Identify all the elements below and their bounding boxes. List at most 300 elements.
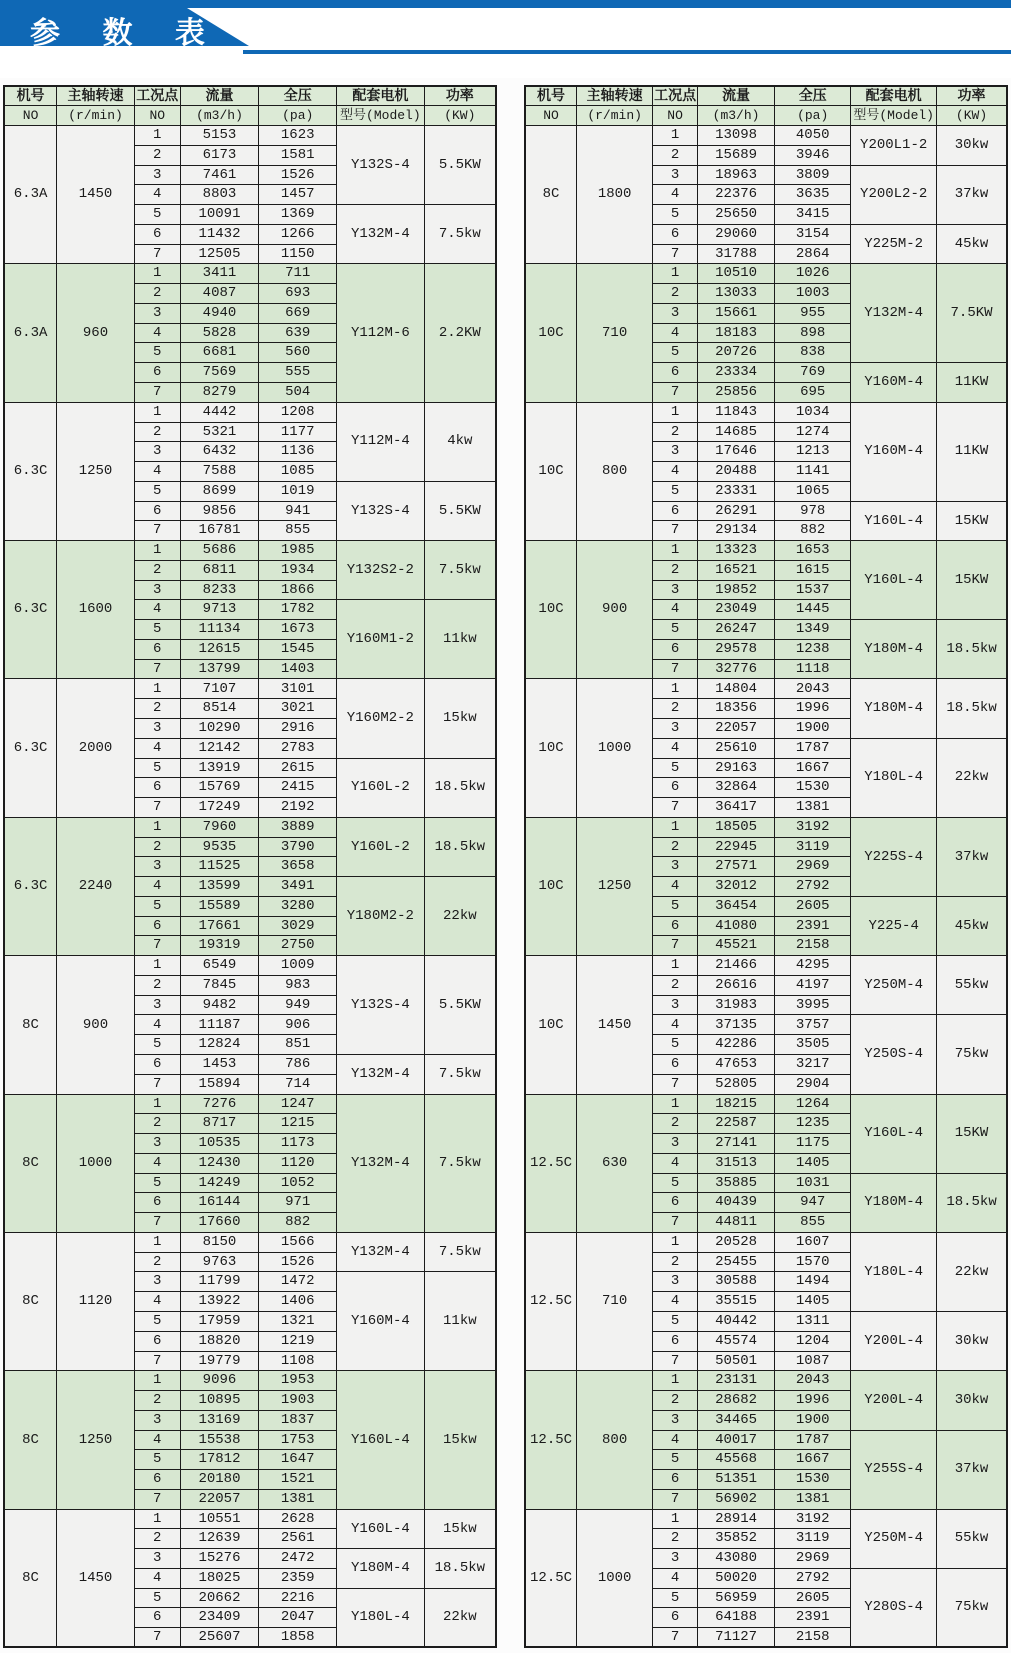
point-no-cell: 4	[653, 738, 698, 758]
parameter-table-left	[3, 85, 497, 1648]
motor-model-cell: Y132M-4	[851, 264, 937, 363]
table-row	[525, 126, 1007, 146]
point-no-cell: 4	[653, 1568, 698, 1588]
pressure-cell: 2783	[259, 738, 337, 758]
column-header: 全压	[259, 86, 337, 106]
pressure-cell: 978	[775, 501, 851, 521]
pressure-cell: 1173	[259, 1134, 337, 1154]
motor-power-cell: 5.5KW	[424, 956, 496, 1055]
flow-cell: 34465	[698, 1410, 775, 1430]
column-header: 配套电机	[337, 86, 425, 106]
flow-cell: 40017	[698, 1430, 775, 1450]
motor-model-cell: Y180M-4	[337, 1549, 425, 1589]
motor-model-cell: Y160M-4	[851, 363, 937, 403]
flow-cell: 18963	[698, 165, 775, 185]
point-no-cell: 2	[653, 1391, 698, 1411]
point-no-cell: 7	[653, 1628, 698, 1648]
pressure-cell: 2969	[775, 857, 851, 877]
pressure-cell: 1653	[775, 541, 851, 561]
pressure-cell: 1545	[259, 639, 337, 659]
flow-cell: 15661	[698, 303, 775, 323]
point-no-cell: 2	[653, 560, 698, 580]
pressure-cell: 1494	[775, 1272, 851, 1292]
motor-power-cell: 15KW	[937, 1094, 1007, 1173]
flow-cell: 21466	[698, 956, 775, 976]
pressure-cell: 711	[259, 264, 337, 284]
point-no-cell: 7	[134, 1489, 180, 1509]
pressure-cell: 3635	[775, 185, 851, 205]
banner-underline	[243, 50, 1011, 54]
motor-power-cell: 18.5kw	[937, 679, 1007, 738]
flow-cell: 18820	[180, 1331, 259, 1351]
motor-model-cell: Y255S-4	[851, 1430, 937, 1509]
point-no-cell: 6	[653, 1055, 698, 1075]
table-row	[4, 1232, 496, 1252]
motor-power-cell: 11kw	[424, 600, 496, 679]
machine-no-cell: 10C	[525, 817, 577, 955]
speed-cell: 1250	[577, 817, 653, 955]
flow-cell: 56959	[698, 1588, 775, 1608]
pressure-cell: 1177	[259, 422, 337, 442]
point-no-cell: 7	[134, 1351, 180, 1371]
pressure-cell: 1837	[259, 1410, 337, 1430]
flow-cell: 19319	[180, 936, 259, 956]
speed-cell: 710	[577, 1232, 653, 1370]
point-no-cell: 5	[653, 758, 698, 778]
pressure-cell: 1647	[259, 1450, 337, 1470]
flow-cell: 10290	[180, 719, 259, 739]
point-no-cell: 6	[653, 1470, 698, 1490]
pressure-cell: 1208	[259, 402, 337, 422]
motor-power-cell: 75kw	[937, 1568, 1007, 1647]
flow-cell: 22057	[698, 719, 775, 739]
motor-power-cell: 22kw	[937, 738, 1007, 817]
motor-power-cell: 11kw	[424, 1272, 496, 1371]
flow-cell: 36454	[698, 896, 775, 916]
point-no-cell: 6	[134, 1055, 180, 1075]
flow-cell: 44811	[698, 1213, 775, 1233]
motor-power-cell: 55kw	[937, 1509, 1007, 1568]
point-no-cell: 7	[134, 798, 180, 818]
pressure-cell: 947	[775, 1193, 851, 1213]
pressure-cell: 2605	[775, 1588, 851, 1608]
flow-cell: 6549	[180, 956, 259, 976]
point-no-cell: 3	[134, 165, 180, 185]
point-no-cell: 6	[134, 1193, 180, 1213]
flow-cell: 15894	[180, 1074, 259, 1094]
flow-cell: 4940	[180, 303, 259, 323]
pressure-cell: 1673	[259, 620, 337, 640]
point-no-cell: 4	[653, 185, 698, 205]
machine-no-cell: 8C	[4, 1232, 57, 1370]
flow-cell: 15689	[698, 145, 775, 165]
machine-no-cell: 10C	[525, 679, 577, 817]
speed-cell: 900	[57, 956, 135, 1094]
point-no-cell: 3	[653, 165, 698, 185]
pressure-cell: 1349	[775, 620, 851, 640]
point-no-cell: 5	[653, 1035, 698, 1055]
point-no-cell: 7	[134, 244, 180, 264]
point-no-cell: 6	[653, 363, 698, 383]
pressure-cell: 1953	[259, 1371, 337, 1391]
flow-cell: 25856	[698, 382, 775, 402]
flow-cell: 26616	[698, 975, 775, 995]
flow-cell: 22587	[698, 1114, 775, 1134]
column-header: 配套电机	[851, 86, 937, 106]
column-subheader: 型号(Model)	[337, 106, 425, 126]
motor-power-cell: 5.5KW	[424, 126, 496, 205]
pressure-cell: 2864	[775, 244, 851, 264]
point-no-cell: 7	[653, 659, 698, 679]
speed-cell: 1000	[577, 679, 653, 817]
point-no-cell: 7	[134, 1074, 180, 1094]
motor-model-cell: Y200L-4	[851, 1371, 937, 1430]
pressure-cell: 3757	[775, 1015, 851, 1035]
point-no-cell: 3	[134, 857, 180, 877]
pressure-cell: 3505	[775, 1035, 851, 1055]
motor-model-cell: Y180M-4	[851, 620, 937, 679]
pressure-cell: 1264	[775, 1094, 851, 1114]
column-subheader: NO	[134, 106, 180, 126]
motor-model-cell: Y180L-4	[337, 1588, 425, 1647]
table-row	[4, 1094, 496, 1114]
pressure-cell: 2561	[259, 1529, 337, 1549]
table-row	[525, 402, 1007, 422]
point-no-cell: 1	[134, 264, 180, 284]
parameter-sheet	[0, 78, 1011, 1653]
motor-model-cell: Y180M-4	[851, 679, 937, 738]
column-subheader: NO	[4, 106, 57, 126]
motor-model-cell: Y225M-2	[851, 224, 937, 264]
column-subheader: (r/min)	[577, 106, 653, 126]
flow-cell: 8514	[180, 699, 259, 719]
column-subheader: 型号(Model)	[851, 106, 937, 126]
point-no-cell: 1	[134, 1509, 180, 1529]
point-no-cell: 5	[134, 896, 180, 916]
machine-no-cell: 6.3C	[4, 541, 57, 679]
point-no-cell: 5	[134, 1588, 180, 1608]
point-no-cell: 1	[134, 679, 180, 699]
flow-cell: 7588	[180, 462, 259, 482]
flow-cell: 50020	[698, 1568, 775, 1588]
flow-cell: 10091	[180, 205, 259, 225]
pressure-cell: 1472	[259, 1272, 337, 1292]
flow-cell: 51351	[698, 1470, 775, 1490]
motor-model-cell: Y160L-4	[851, 501, 937, 541]
column-subheader: (m3/h)	[180, 106, 259, 126]
point-no-cell: 7	[653, 1351, 698, 1371]
flow-cell: 13033	[698, 284, 775, 304]
table-row	[4, 126, 496, 146]
point-no-cell: 6	[134, 1470, 180, 1490]
flow-cell: 6811	[180, 560, 259, 580]
header-row-units	[4, 106, 496, 126]
motor-power-cell: 37kw	[937, 165, 1007, 224]
column-header: 主轴转速	[57, 86, 135, 106]
machine-no-cell: 10C	[525, 541, 577, 679]
speed-cell: 1450	[57, 126, 135, 264]
pressure-cell: 1031	[775, 1173, 851, 1193]
pressure-cell: 906	[259, 1015, 337, 1035]
point-no-cell: 5	[653, 896, 698, 916]
speed-cell: 630	[577, 1094, 653, 1232]
pressure-cell: 1753	[259, 1430, 337, 1450]
motor-model-cell: Y160L-4	[337, 1509, 425, 1549]
pressure-cell: 838	[775, 343, 851, 363]
point-no-cell: 4	[134, 1292, 180, 1312]
point-no-cell: 7	[134, 382, 180, 402]
flow-cell: 11134	[180, 620, 259, 640]
pressure-cell: 1019	[259, 481, 337, 501]
flow-cell: 16781	[180, 521, 259, 541]
flow-cell: 10895	[180, 1391, 259, 1411]
point-no-cell: 2	[653, 145, 698, 165]
pressure-cell: 769	[775, 363, 851, 383]
flow-cell: 13098	[698, 126, 775, 146]
flow-cell: 17661	[180, 916, 259, 936]
pressure-cell: 714	[259, 1074, 337, 1094]
point-no-cell: 1	[134, 541, 180, 561]
pressure-cell: 1405	[775, 1153, 851, 1173]
pressure-cell: 1381	[775, 1489, 851, 1509]
point-no-cell: 5	[653, 1173, 698, 1193]
pressure-cell: 1570	[775, 1252, 851, 1272]
pressure-cell: 2415	[259, 778, 337, 798]
flow-cell: 12142	[180, 738, 259, 758]
pressure-cell: 3889	[259, 817, 337, 837]
pressure-cell: 3491	[259, 877, 337, 897]
motor-model-cell: Y225-4	[851, 896, 937, 955]
flow-cell: 8279	[180, 382, 259, 402]
pressure-cell: 1866	[259, 580, 337, 600]
motor-power-cell: 7.5kw	[424, 1232, 496, 1272]
point-no-cell: 3	[653, 995, 698, 1015]
motor-model-cell: Y132M-4	[337, 1055, 425, 1095]
point-no-cell: 2	[653, 1529, 698, 1549]
point-no-cell: 4	[134, 323, 180, 343]
point-no-cell: 5	[134, 620, 180, 640]
motor-power-cell: 2.2KW	[424, 264, 496, 402]
flow-cell: 3411	[180, 264, 259, 284]
table-row	[4, 402, 496, 422]
pressure-cell: 3946	[775, 145, 851, 165]
pressure-cell: 1266	[259, 224, 337, 244]
pressure-cell: 1858	[259, 1628, 337, 1648]
point-no-cell: 1	[653, 1371, 698, 1391]
flow-cell: 27571	[698, 857, 775, 877]
flow-cell: 56902	[698, 1489, 775, 1509]
motor-model-cell: Y132S-4	[337, 956, 425, 1055]
flow-cell: 13169	[180, 1410, 259, 1430]
pressure-cell: 1120	[259, 1153, 337, 1173]
pressure-cell: 693	[259, 284, 337, 304]
speed-cell: 800	[577, 402, 653, 540]
point-no-cell: 2	[134, 284, 180, 304]
point-no-cell: 3	[653, 857, 698, 877]
flow-cell: 26247	[698, 620, 775, 640]
table-row	[4, 956, 496, 976]
flow-cell: 15276	[180, 1549, 259, 1569]
page-title: 参 数 表	[30, 16, 221, 51]
point-no-cell: 4	[134, 185, 180, 205]
speed-cell: 1000	[57, 1094, 135, 1232]
speed-cell: 1120	[57, 1232, 135, 1370]
flow-cell: 35515	[698, 1292, 775, 1312]
flow-cell: 29163	[698, 758, 775, 778]
speed-cell: 2240	[57, 817, 135, 955]
flow-cell: 31513	[698, 1153, 775, 1173]
pressure-cell: 1034	[775, 402, 851, 422]
flow-cell: 23331	[698, 481, 775, 501]
flow-cell: 5153	[180, 126, 259, 146]
pressure-cell: 1108	[259, 1351, 337, 1371]
point-no-cell: 6	[134, 1331, 180, 1351]
pressure-cell: 4050	[775, 126, 851, 146]
motor-model-cell: Y180M2-2	[337, 877, 425, 956]
point-no-cell: 6	[653, 778, 698, 798]
motor-model-cell: Y112M-6	[337, 264, 425, 402]
pressure-cell: 1581	[259, 145, 337, 165]
flow-cell: 14249	[180, 1173, 259, 1193]
pressure-cell: 3415	[775, 205, 851, 225]
point-no-cell: 2	[134, 1391, 180, 1411]
pressure-cell: 2605	[775, 896, 851, 916]
flow-cell: 47653	[698, 1055, 775, 1075]
header-row-labels	[525, 86, 1007, 106]
motor-model-cell: Y160M2-2	[337, 679, 425, 758]
point-no-cell: 5	[134, 481, 180, 501]
pressure-cell: 1607	[775, 1232, 851, 1252]
pressure-cell: 2615	[259, 758, 337, 778]
motor-power-cell: 22kw	[937, 1232, 1007, 1311]
point-no-cell: 4	[134, 1430, 180, 1450]
flow-cell: 52805	[698, 1074, 775, 1094]
point-no-cell: 3	[134, 1549, 180, 1569]
flow-cell: 9535	[180, 837, 259, 857]
column-subheader: (KW)	[937, 106, 1007, 126]
machine-no-cell: 6.3C	[4, 817, 57, 955]
point-no-cell: 4	[134, 1568, 180, 1588]
machine-no-cell: 12.5C	[525, 1371, 577, 1509]
point-no-cell: 3	[134, 719, 180, 739]
pressure-cell: 882	[775, 521, 851, 541]
motor-model-cell: Y200L-4	[851, 1311, 937, 1370]
point-no-cell: 6	[653, 501, 698, 521]
pressure-cell: 1403	[259, 659, 337, 679]
column-header: 流量	[698, 86, 775, 106]
machine-no-cell: 8C	[525, 126, 577, 264]
pressure-cell: 1667	[775, 758, 851, 778]
flow-cell: 12615	[180, 639, 259, 659]
flow-cell: 18215	[698, 1094, 775, 1114]
flow-cell: 25650	[698, 205, 775, 225]
table-row	[525, 1094, 1007, 1114]
point-no-cell: 2	[134, 837, 180, 857]
flow-cell: 25610	[698, 738, 775, 758]
pressure-cell: 1934	[259, 560, 337, 580]
pressure-cell: 2158	[775, 936, 851, 956]
point-no-cell: 5	[134, 1311, 180, 1331]
motor-power-cell: 37kw	[937, 817, 1007, 896]
motor-power-cell: 37kw	[937, 1430, 1007, 1509]
speed-cell: 1450	[57, 1509, 135, 1647]
flow-cell: 6173	[180, 145, 259, 165]
pressure-cell: 3658	[259, 857, 337, 877]
point-no-cell: 5	[134, 205, 180, 225]
motor-model-cell: Y132S-4	[337, 481, 425, 540]
pressure-cell: 1026	[775, 264, 851, 284]
pressure-cell: 504	[259, 382, 337, 402]
point-no-cell: 4	[134, 738, 180, 758]
pressure-cell: 1667	[775, 1450, 851, 1470]
flow-cell: 12824	[180, 1035, 259, 1055]
motor-power-cell: 5.5KW	[424, 481, 496, 540]
machine-no-cell: 12.5C	[525, 1094, 577, 1232]
flow-cell: 43080	[698, 1549, 775, 1569]
flow-cell: 25607	[180, 1628, 259, 1648]
flow-cell: 13799	[180, 659, 259, 679]
point-no-cell: 6	[134, 224, 180, 244]
pressure-cell: 2472	[259, 1549, 337, 1569]
motor-model-cell: Y180L-4	[851, 1232, 937, 1311]
pressure-cell: 1311	[775, 1311, 851, 1331]
flow-cell: 8699	[180, 481, 259, 501]
speed-cell: 960	[57, 264, 135, 402]
motor-power-cell: 7.5KW	[937, 264, 1007, 363]
point-no-cell: 1	[134, 1232, 180, 1252]
flow-cell: 7461	[180, 165, 259, 185]
pressure-cell: 2043	[775, 1371, 851, 1391]
pressure-cell: 669	[259, 303, 337, 323]
pressure-cell: 1530	[775, 778, 851, 798]
flow-cell: 19852	[698, 580, 775, 600]
point-no-cell: 2	[134, 975, 180, 995]
flow-cell: 31983	[698, 995, 775, 1015]
flow-cell: 40442	[698, 1311, 775, 1331]
point-no-cell: 1	[653, 1232, 698, 1252]
pressure-cell: 882	[259, 1213, 337, 1233]
point-no-cell: 4	[653, 323, 698, 343]
pressure-cell: 1566	[259, 1232, 337, 1252]
pressure-cell: 971	[259, 1193, 337, 1213]
point-no-cell: 3	[653, 719, 698, 739]
flow-cell: 25455	[698, 1252, 775, 1272]
flow-cell: 7276	[180, 1094, 259, 1114]
motor-model-cell: Y225S-4	[851, 817, 937, 896]
flow-cell: 36417	[698, 798, 775, 818]
flow-cell: 29060	[698, 224, 775, 244]
point-no-cell: 2	[134, 699, 180, 719]
point-no-cell: 3	[653, 1134, 698, 1154]
flow-cell: 8803	[180, 185, 259, 205]
flow-cell: 15538	[180, 1430, 259, 1450]
flow-cell: 17646	[698, 442, 775, 462]
flow-cell: 41080	[698, 916, 775, 936]
flow-cell: 20488	[698, 462, 775, 482]
flow-cell: 32776	[698, 659, 775, 679]
flow-cell: 28682	[698, 1391, 775, 1411]
column-subheader: NO	[653, 106, 698, 126]
flow-cell: 45574	[698, 1331, 775, 1351]
column-header: 功率	[424, 86, 496, 106]
pressure-cell: 941	[259, 501, 337, 521]
flow-cell: 19779	[180, 1351, 259, 1371]
table-row	[4, 817, 496, 837]
motor-model-cell: Y132M-4	[337, 1232, 425, 1272]
pressure-cell: 898	[775, 323, 851, 343]
flow-cell: 20180	[180, 1470, 259, 1490]
pressure-cell: 3119	[775, 1529, 851, 1549]
